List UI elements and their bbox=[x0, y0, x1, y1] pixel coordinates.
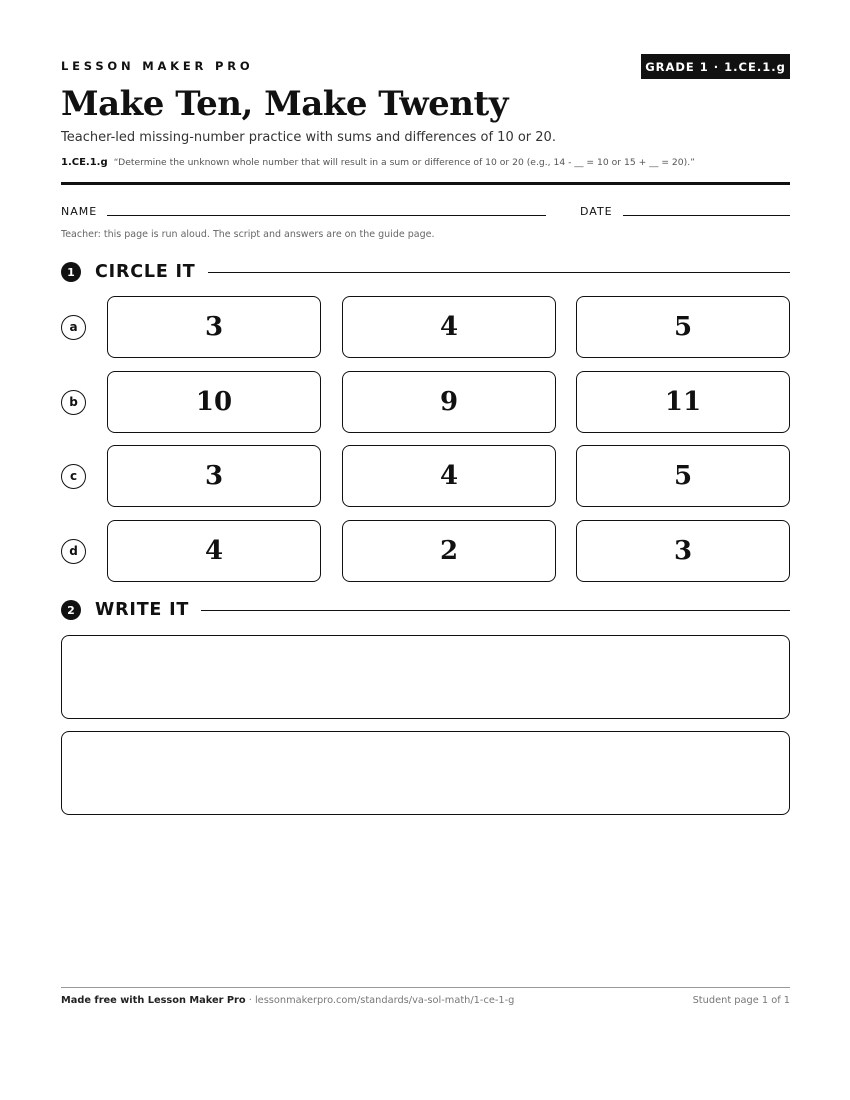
row-letter: a bbox=[61, 315, 86, 340]
brand-name: LESSON MAKER PRO bbox=[61, 59, 254, 73]
row-letter: d bbox=[61, 539, 86, 564]
answer-choice[interactable]: 3 bbox=[107, 445, 321, 507]
section-rule bbox=[201, 610, 790, 611]
answer-choice[interactable]: 5 bbox=[576, 296, 790, 358]
standard-line bbox=[61, 157, 695, 168]
teacher-note: Teacher: this page is run aloud. The script and answers are on the guide page. bbox=[61, 229, 435, 240]
answer-choice[interactable]: 5 bbox=[576, 445, 790, 507]
answer-choice[interactable]: 4 bbox=[342, 445, 556, 507]
date-field[interactable] bbox=[623, 215, 790, 216]
worksheet-page bbox=[61, 0, 790, 1100]
question-row-c bbox=[61, 445, 790, 507]
answer-choice[interactable]: 4 bbox=[107, 520, 321, 582]
standard-text: “Determine the unknown whole number that will result in a sum or difference of 10 or 20 (e.g., 14 - __ = 10 or 15 + __ = 20).” bbox=[113, 157, 695, 168]
section-title: WRITE IT bbox=[95, 600, 190, 620]
section-circle-it bbox=[61, 261, 790, 283]
header-divider bbox=[61, 182, 790, 185]
question-row-d bbox=[61, 520, 790, 582]
question-row-b bbox=[61, 371, 790, 433]
answer-choice[interactable]: 10 bbox=[107, 371, 321, 433]
footer-made-with: Made free with Lesson Maker Pro bbox=[61, 995, 246, 1006]
answer-choice[interactable]: 2 bbox=[342, 520, 556, 582]
standard-code: 1.CE.1.g bbox=[61, 157, 108, 168]
answer-choice[interactable]: 11 bbox=[576, 371, 790, 433]
answer-choice[interactable]: 3 bbox=[107, 296, 321, 358]
footer-divider bbox=[61, 987, 790, 988]
row-letter: c bbox=[61, 464, 86, 489]
section-number: 2 bbox=[61, 600, 81, 620]
answer-choice[interactable]: 4 bbox=[342, 296, 556, 358]
section-title: CIRCLE IT bbox=[95, 262, 196, 282]
write-answer-box[interactable] bbox=[61, 635, 790, 719]
footer-page-number: Student page 1 of 1 bbox=[692, 995, 790, 1006]
footer-url[interactable]: · lessonmakerpro.com/standards/va-sol-math/1-ce-1-g bbox=[245, 995, 515, 1006]
date-label: DATE bbox=[580, 205, 613, 218]
write-answer-box[interactable] bbox=[61, 731, 790, 815]
row-letter: b bbox=[61, 390, 86, 415]
name-label: NAME bbox=[61, 205, 98, 218]
question-row-a bbox=[61, 296, 790, 358]
section-rule bbox=[208, 272, 790, 273]
answer-choice[interactable]: 9 bbox=[342, 371, 556, 433]
footer-credit bbox=[61, 995, 514, 1006]
name-field[interactable] bbox=[107, 215, 546, 216]
answer-choice[interactable]: 3 bbox=[576, 520, 790, 582]
section-number: 1 bbox=[61, 262, 81, 282]
page-title: Make Ten, Make Twenty bbox=[61, 84, 508, 124]
grade-badge: GRADE 1 · 1.CE.1.g bbox=[641, 54, 790, 79]
page-subtitle: Teacher-led missing-number practice with sums and differences of 10 or 20. bbox=[61, 130, 556, 145]
section-write-it bbox=[61, 599, 790, 621]
